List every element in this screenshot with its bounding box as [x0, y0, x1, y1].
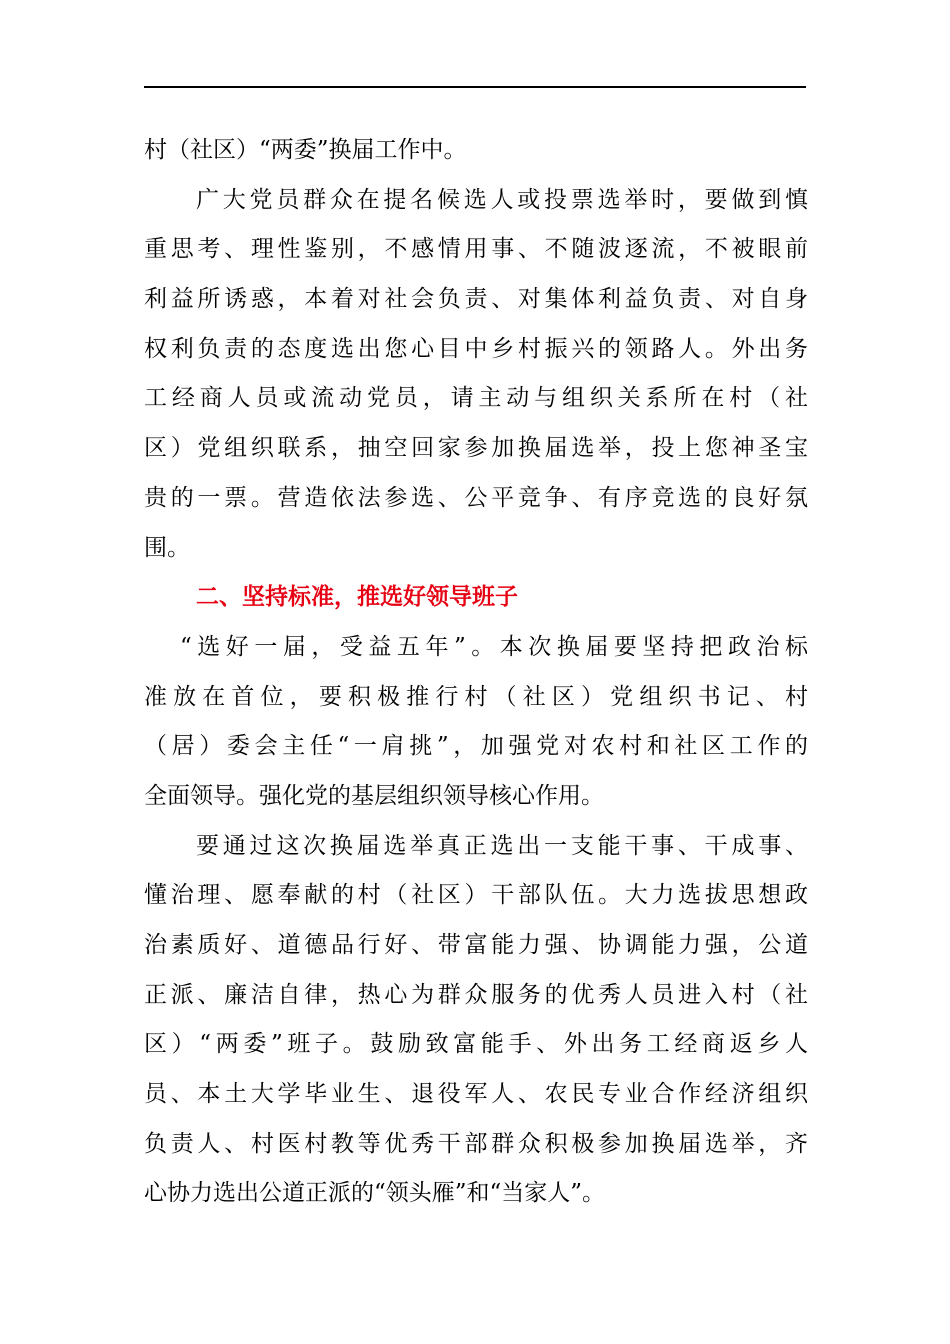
- paragraph-line: 利益所诱惑，本着对社会负责、对集体利益负责、对自身: [144, 286, 808, 313]
- paragraph-line: 要通过这次换届选举真正选出一支能干事、干成事、: [196, 832, 808, 859]
- paragraph-line: 负责人、村医村教等优秀干部群众积极参加换届选举，齐: [144, 1130, 808, 1157]
- paragraph-line: 全面领导。强化党的基层组织领导核心作用。: [144, 782, 604, 809]
- paragraph-line: 懂治理、愿奉献的村（社区）干部队伍。大力选拔思想政: [144, 882, 808, 909]
- paragraph-line: 权利负责的态度选出您心目中乡村振兴的领路人。外出务: [144, 335, 808, 362]
- paragraph-line: 心协力选出公道正派的“领头雁”和“当家人”。: [144, 1180, 606, 1207]
- paragraph-line: 区）党组织联系，抽空回家参加换届选举，投上您神圣宝: [144, 435, 808, 462]
- header-rule: [144, 86, 806, 88]
- paragraph-line: 村（社区）“两委”换届工作中。: [144, 137, 467, 163]
- paragraph-line: 员、本土大学毕业生、退役军人、农民专业合作经济组织: [144, 1081, 808, 1108]
- paragraph-line: 准放在首位，要积极推行村（社区）党组织书记、村: [144, 683, 808, 710]
- paragraph-line: “选好一届，受益五年”。本次换届要坚持把政治标: [180, 633, 808, 660]
- paragraph-line: （居）委会主任“一肩挑”，加强党对农村和社区工作的: [144, 733, 808, 760]
- document-body: [144, 126, 808, 1219]
- paragraph-line: 贵的一票。营造依法参选、公平竞争、有序竞选的良好氛: [144, 484, 808, 511]
- paragraph-line: 治素质好、道德品行好、带富能力强、协调能力强，公道: [144, 932, 808, 958]
- paragraph-line: 正派、廉洁自律，热心为群众服务的优秀人员进入村（社: [144, 981, 808, 1008]
- paragraph-line: 区）“两委”班子。鼓励致富能手、外出务工经商返乡人: [144, 1031, 808, 1058]
- paragraph-line: 围。: [144, 534, 190, 561]
- paragraph-line: 广大党员群众在提名候选人或投票选举时，要做到慎: [196, 186, 808, 213]
- paragraph-line: 重思考、理性鉴别，不感情用事、不随波逐流，不被眼前: [144, 236, 808, 263]
- paragraph-line: 工经商人员或流动党员，请主动与组织关系所在村（社: [144, 385, 808, 412]
- section-heading: 二、坚持标准，推选好领导班子: [196, 584, 518, 611]
